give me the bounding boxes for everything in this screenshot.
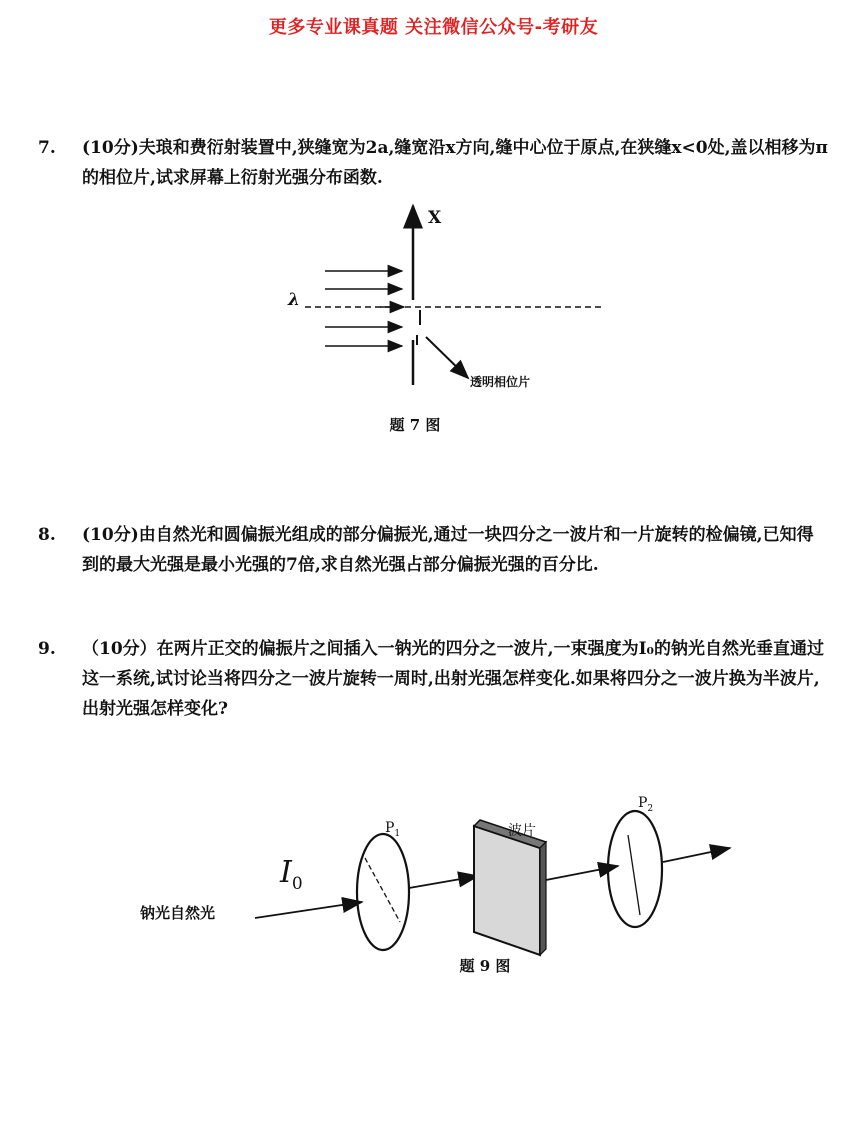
beam-mid-1: [409, 876, 478, 888]
p2-subscript: 2: [647, 803, 654, 814]
source-label: 钠光自然光: [140, 904, 216, 922]
p2-symbol: P: [638, 795, 648, 811]
wave-plate-label: 波片: [508, 823, 536, 839]
wave-plate-side: [540, 842, 546, 955]
p1-axis: [365, 858, 400, 922]
intensity-symbol: I: [280, 855, 292, 890]
phase-plate-label: 透明相位片: [470, 375, 531, 389]
beam-in: [255, 902, 362, 918]
lambda-label: λ: [288, 290, 300, 310]
question-text: （10分）在两片正交的偏振片之间插入一钠光的四分之一波片,一束强度为I₀的钠光自然光垂直通过这一系统,试讨论当将四分之一波片旋转一周时,出射光强怎样变化.如果将四分之一波片换为半波片,出射光强怎样变化?: [82, 639, 824, 719]
page-header: 更多专业课真题 关注微信公众号-考研友: [268, 17, 599, 38]
figure-9-caption: 题 9 图: [459, 957, 511, 975]
intensity-subscript: 0: [291, 874, 303, 894]
figure-7-caption: 题 7 图: [389, 416, 441, 434]
p1-symbol: P: [385, 820, 395, 836]
question-number: 8.: [38, 525, 56, 545]
question-number: 9.: [38, 639, 56, 659]
p1-subscript: 1: [394, 828, 401, 839]
question-number: 7.: [38, 138, 56, 158]
x-axis-label: X: [428, 208, 442, 228]
intensity-label: [280, 855, 303, 894]
question-text: (10分)由自然光和圆偏振光组成的部分偏振光,通过一块四分之一波片和一片旋转的检偏镜,已知得到的最大光强是最小光强的7倍,求自然光强占部分偏振光强的百分比.: [82, 525, 814, 575]
beam-out: [663, 848, 730, 862]
p1-label: [385, 820, 400, 839]
polarizer-p1: [357, 834, 409, 950]
p2-label: [638, 795, 653, 814]
p2-axis: [628, 835, 640, 915]
question-text: (10分)夫琅和费衍射装置中,狭缝宽为2a,缝宽沿x方向,缝中心位于原点,在狭缝x<0处,盖以相移为π的相位片,试求屏幕上衍射光强分布函数.: [82, 138, 828, 188]
polarizer-p2: [608, 811, 662, 927]
